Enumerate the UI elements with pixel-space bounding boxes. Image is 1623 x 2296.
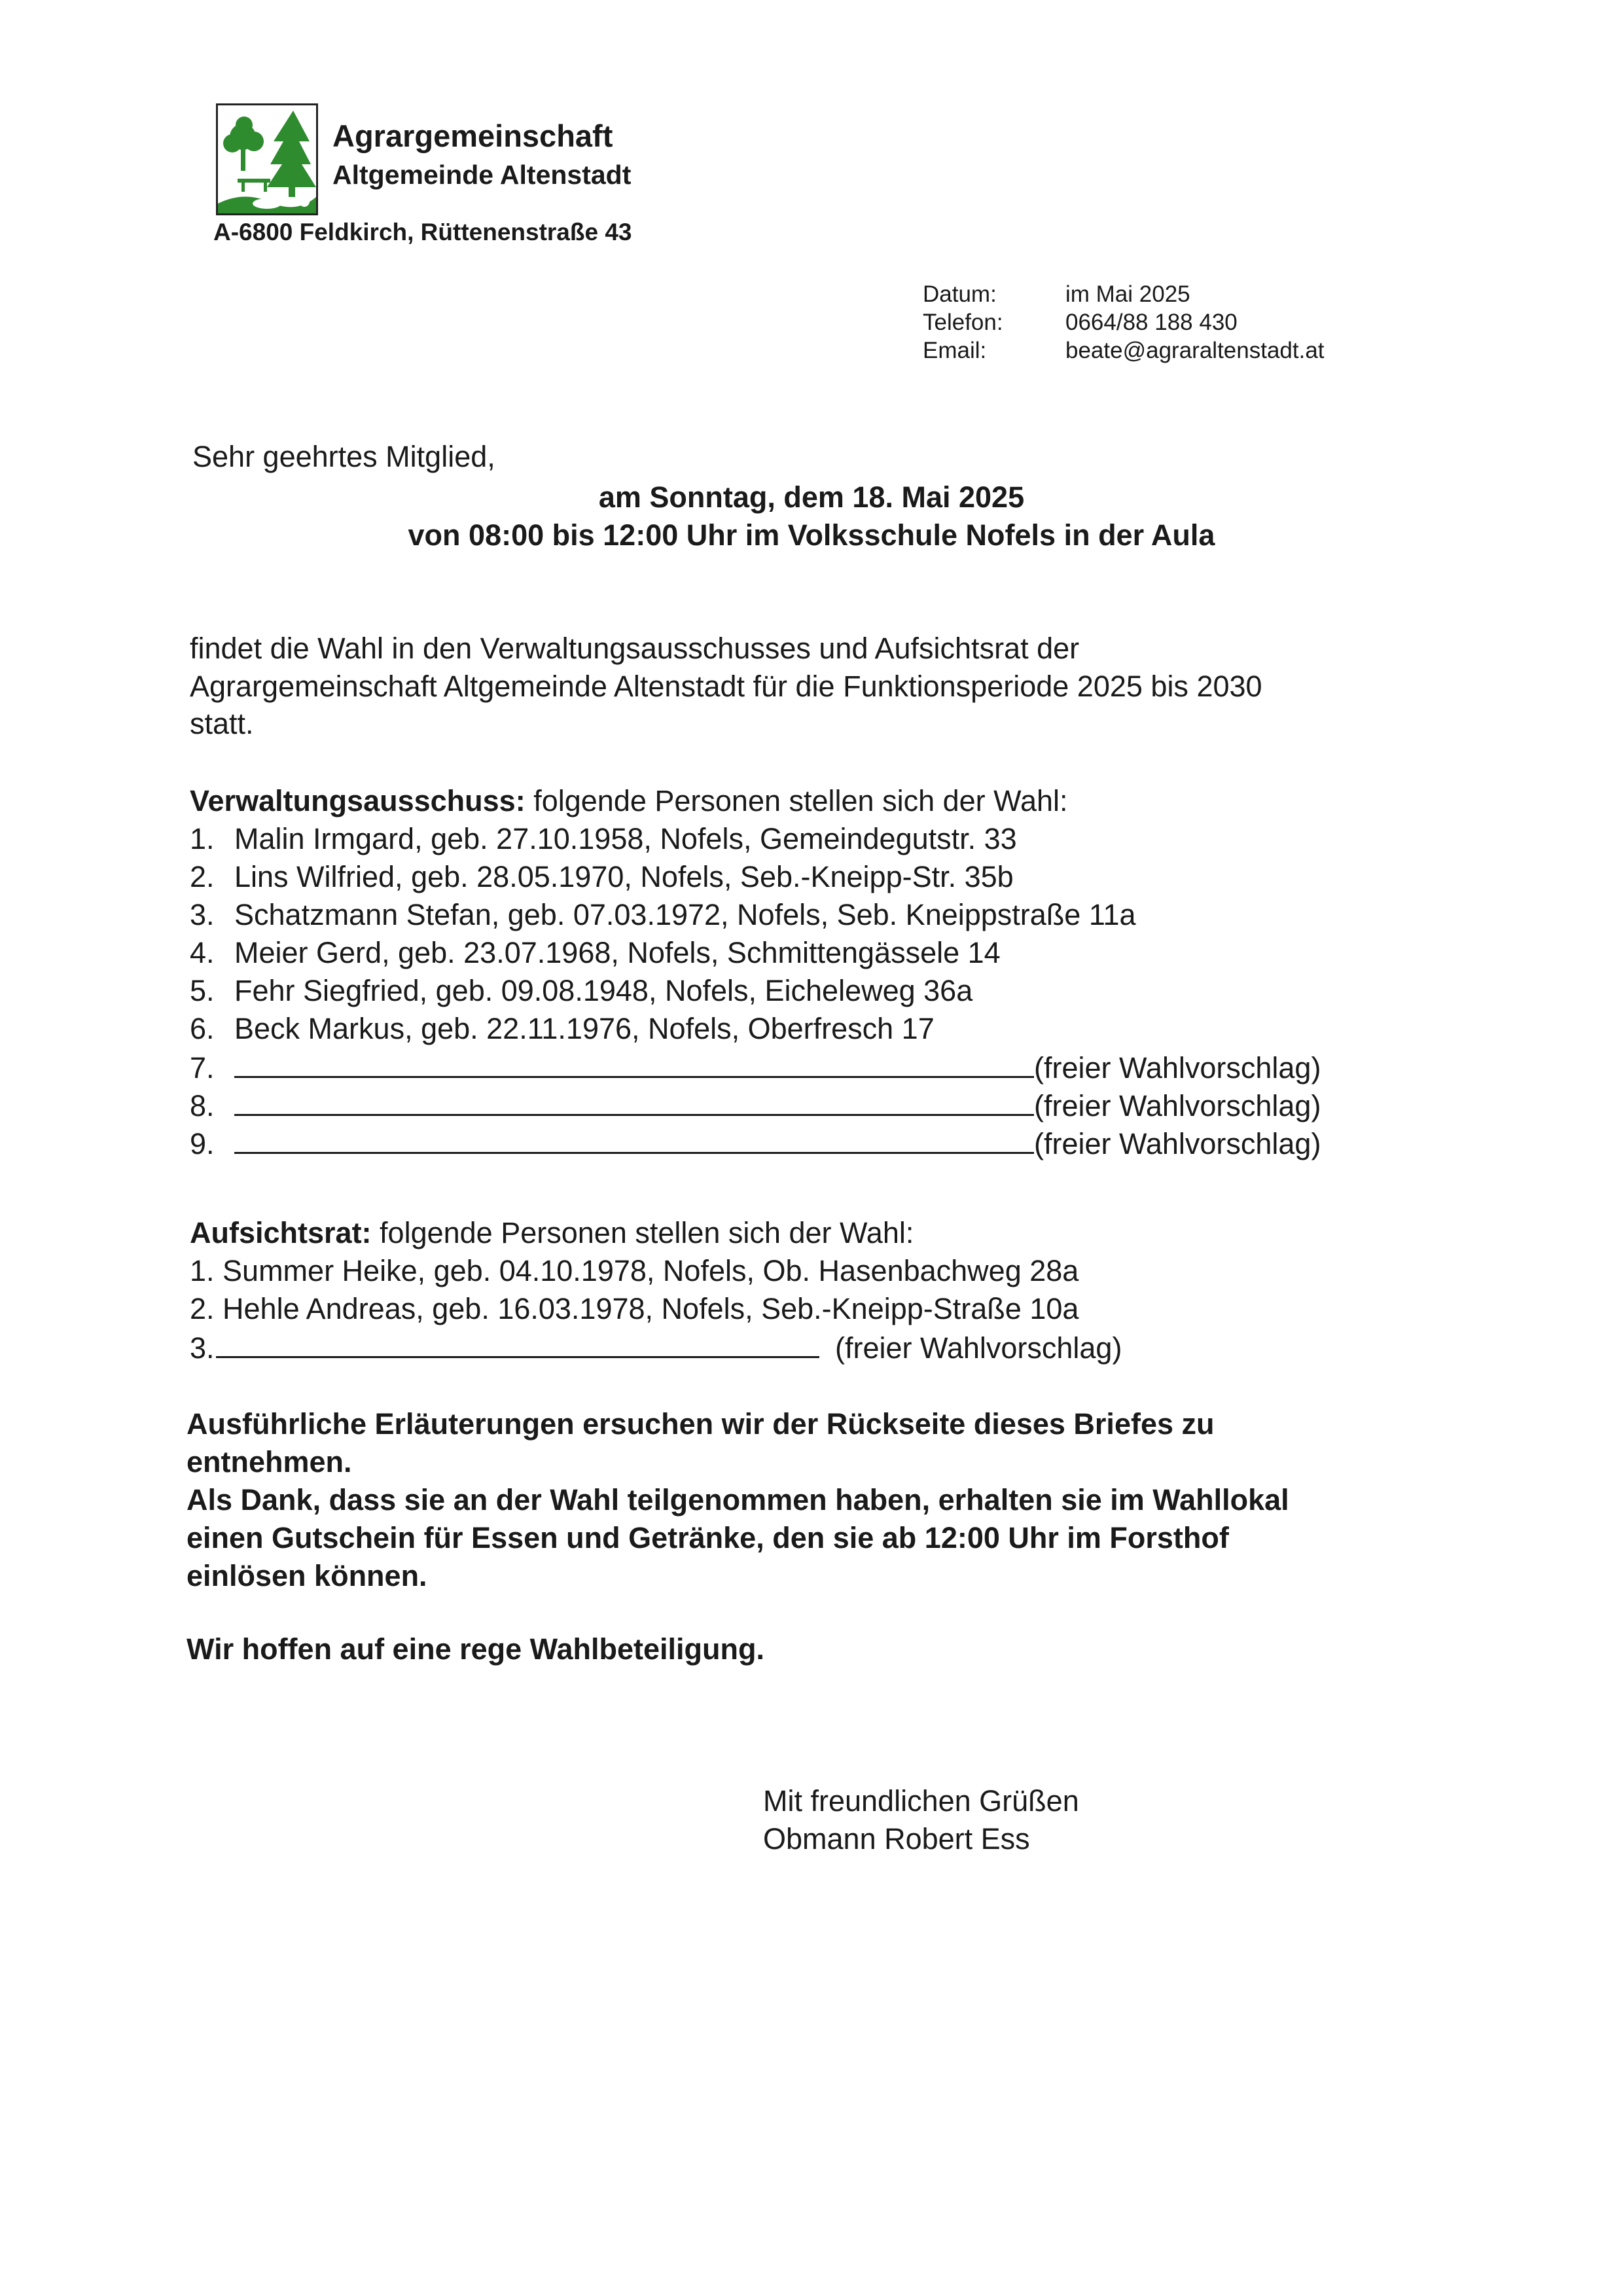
signer-name: Obmann Robert Ess: [763, 1822, 1030, 1856]
board-free-slot: 3. (freier Wahlvorschlag): [190, 1331, 1122, 1365]
list-item: 2. Hehle Andreas, geb. 16.03.1978, Nofels, Seb.-Kneipp-Straße 10a: [190, 1292, 1079, 1325]
committee-heading-rest: folgende Personen stellen sich der Wahl:: [525, 784, 1068, 817]
event-date: am Sonntag, dem 18. Mai 2025: [598, 480, 1025, 514]
free-slot-8: 8. (freier Wahlvorschlag): [190, 1089, 1321, 1122]
list-item: 1. Malin Irmgard, geb. 27.10.1958, Nofels, Gemeindegutstr. 33: [190, 822, 1017, 855]
email-label: Email:: [923, 338, 987, 363]
phone-label: Telefon:: [923, 310, 1003, 335]
list-item: 5. Fehr Siegfried, geb. 09.08.1948, Nofels, Eicheleweg 36a: [190, 974, 973, 1007]
note-line-2: entnehmen.: [187, 1445, 352, 1479]
board-heading: [190, 1216, 914, 1250]
organization-logo: [216, 103, 318, 215]
blank-write-in-line[interactable]: [234, 1050, 1034, 1078]
email-value: beate@agraraltenstadt.at: [1065, 338, 1325, 363]
list-item: 1. Summer Heike, geb. 04.10.1978, Nofels, Ob. Hasenbachweg 28a: [190, 1254, 1079, 1287]
date-value: im Mai 2025: [1065, 281, 1190, 307]
note-line-1: Ausführliche Erläuterungen ersuchen wir der Rückseite dieses Briefes zu: [187, 1407, 1215, 1441]
hope-line: Wir hoffen auf eine rege Wahlbeteiligung.: [187, 1632, 764, 1666]
board-heading-rest: folgende Personen stellen sich der Wahl:: [371, 1216, 914, 1249]
org-address: A-6800 Feldkirch, Rüttenenstraße 43: [213, 219, 632, 245]
board-heading-label: Aufsichtsrat:: [190, 1216, 372, 1249]
note-line-4: einen Gutschein für Essen und Getränke, den sie ab 12:00 Uhr im Forsthof: [187, 1521, 1229, 1554]
intro-line-2: Agrargemeinschaft Altgemeinde Altenstadt für die Funktionsperiode 2025 bis 2030: [190, 670, 1262, 703]
list-item: 4. Meier Gerd, geb. 23.07.1968, Nofels, Schmittengässele 14: [190, 936, 1001, 969]
blank-write-in-line[interactable]: [216, 1330, 819, 1358]
intro-line-1: findet die Wahl in den Verwaltungsausschusses und Aufsichtsrat der: [190, 632, 1080, 665]
event-time-place: von 08:00 bis 12:00 Uhr im Volksschule Nofels in der Aula: [408, 518, 1215, 552]
note-line-3: Als Dank, dass sie an der Wahl teilgenommen haben, erhalten sie im Wahllokal: [187, 1483, 1289, 1516]
org-subtitle: Altgemeinde Altenstadt: [332, 160, 632, 190]
blank-write-in-line[interactable]: [234, 1126, 1034, 1154]
phone-value: 0664/88 188 430: [1065, 310, 1238, 335]
blank-write-in-line[interactable]: [234, 1088, 1034, 1116]
intro-line-3: statt.: [190, 707, 254, 740]
list-item: 3. Schatzmann Stefan, geb. 07.03.1972, Nofels, Seb. Kneippstraße 11a: [190, 898, 1136, 931]
free-slot-9: 9. (freier Wahlvorschlag): [190, 1127, 1321, 1160]
committee-heading: [190, 784, 1068, 818]
date-label: Datum:: [923, 281, 997, 307]
list-item: 2. Lins Wilfried, geb. 28.05.1970, Nofels, Seb.-Kneipp-Str. 35b: [190, 860, 1014, 893]
org-name: Agrargemeinschaft: [332, 118, 613, 153]
note-line-5: einlösen können.: [187, 1559, 427, 1592]
salutation: Sehr geehrtes Mitglied,: [192, 440, 495, 473]
committee-heading-label: Verwaltungsausschuss:: [190, 784, 526, 817]
free-slot-7: 7. (freier Wahlvorschlag): [190, 1051, 1321, 1085]
tree-logo-icon: [218, 105, 316, 213]
closing-greeting: Mit freundlichen Grüßen: [763, 1784, 1079, 1818]
list-item: 6. Beck Markus, geb. 22.11.1976, Nofels, Oberfresch 17: [190, 1012, 935, 1045]
